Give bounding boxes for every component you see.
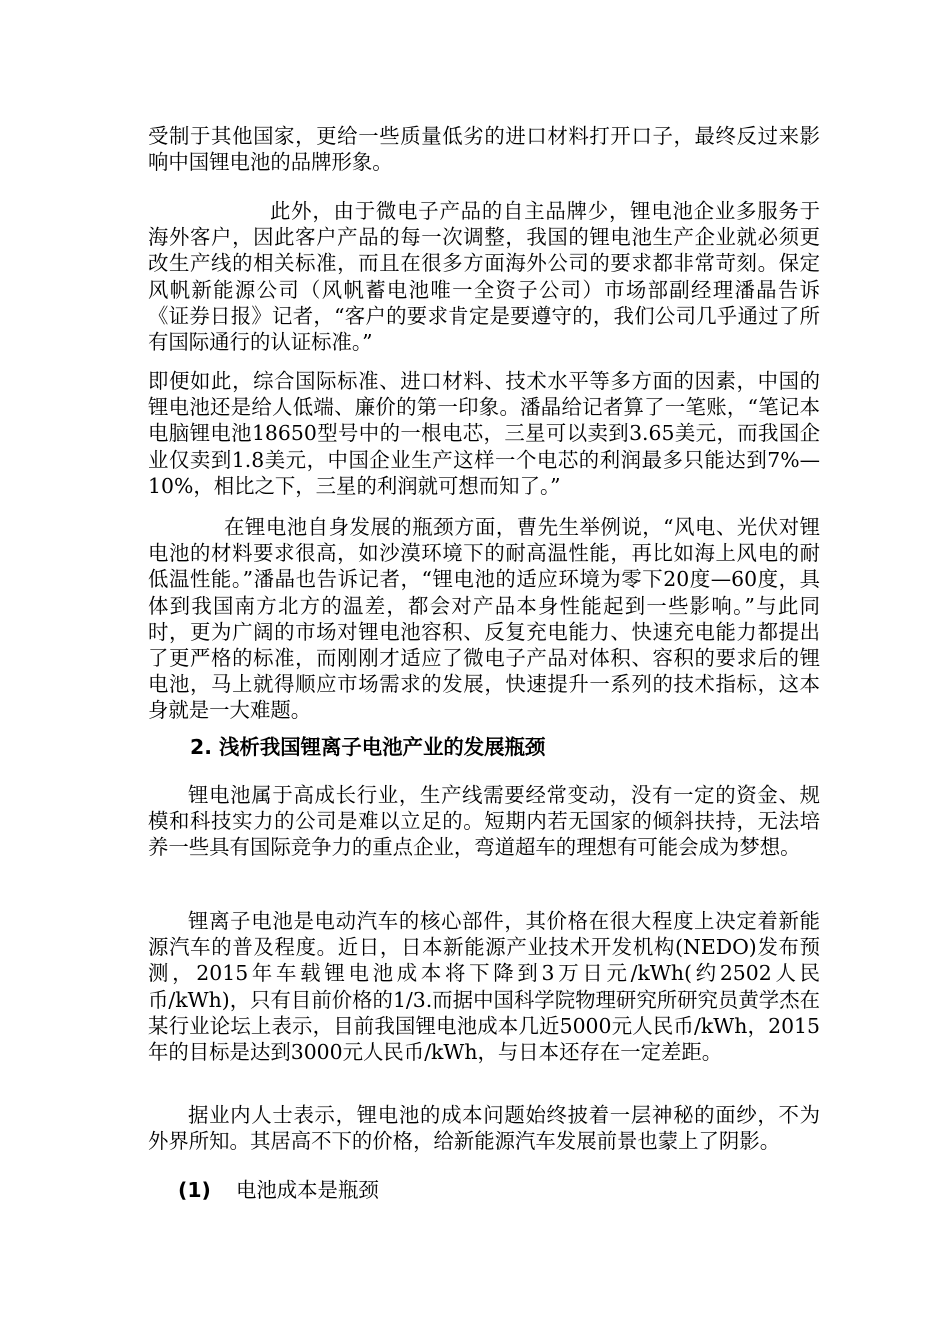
paragraph-intro: 受制于其他国家，更给一些质量低劣的进口材料打开口子，最终反过来影响中国锂电池的品牌形象。 [148,124,820,175]
paragraph-battery-cost: 锂离子电池是电动汽车的核心部件，其价格在很大程度上决定着新能源汽车的普及程度。近日，日本新能源产业技术开发机构(NEDO)发布预测，2015年车载锂电池成本将下降到3万日元/kWh(约2502人民币/kWh)，只有目前价格的1/3.而据中国科学院物理研究所研究员黄学杰在某行业论坛上表示，目前我国锂电池成本几近5000元人民币/kWh，2015年的目标是达到3000元人民币/kWh，与日本还存在一定差距。 [148,909,820,1065]
section-heading: 2. 浅析我国锂离子电池产业的发展瓶颈 [190,735,546,759]
paragraph-cost-mystery: 据业内人士表示，锂电池的成本问题始终披着一层神秘的面纱，不为外界所知。其居高不下的价格，给新能源汽车发展前景也蒙上了阴影。 [148,1103,820,1154]
paragraph-low-end-impression: 即便如此，综合国际标准、进口材料、技术水平等多方面的因素，中国的锂电池还是给人低端、廉价的第一印象。潘晶给记者算了一笔账，“笔记本电脑锂电池18650型号中的一根电芯，三星可以卖到3.65美元，而我国企业仅卖到1.8美元，中国企业生产这样一个电芯的利润最多只能达到7%—10%，相比之下，三星的利润就可想而知了。” [148,369,820,498]
subitem-battery-cost [178,1177,379,1203]
paragraph-high-growth-industry: 锂电池属于高成长行业，生产线需要经常变动，没有一定的资金、规模和科技实力的公司是难以立足的。短期内若无国家的倾斜扶持，无法培养一些具有国际竞争力的重点企业，弯道超车的理想有可能会成为梦想。 [148,783,820,860]
paragraph-overseas-clients: 此外，由于微电子产品的自主品牌少，锂电池企业多服务于海外客户，因此客户产品的每一次调整，我国的锂电池生产企业就必须更改生产线的相关标准，而且在很多方面海外公司的要求都非常苛刻。保定风帆新能源公司（风帆蓄电池唯一全资子公司）市场部副经理潘晶告诉《证券日报》记者，“客户的要求肯定是要遵守的，我们公司几乎通过了所有国际通行的认证标准。” [148,199,820,355]
subitem-number: (1) [178,1178,211,1202]
subitem-text: 电池成本是瓶颈 [236,1178,379,1202]
paragraph-technical-bottleneck: 在锂电池自身发展的瓶颈方面，曹先生举例说，“风电、光伏对锂电池的材料要求很高，如沙漠环境下的耐高温性能，再比如海上风电的耐低温性能。”潘晶也告诉记者，“锂电池的适应环境为零下20度—60度，具体到我国南方北方的温差，都会对产品本身性能起到一些影响。”与此同时，更为广阔的市场对锂电池容积、反复充电能力、快速充电能力都提出了更严格的标准，而刚刚才适应了微电子产品对体积、容积的要求后的锂电池，马上就得顺应市场需求的发展，快速提升一系列的技术指标，这本身就是一大难题。 [148,515,820,723]
